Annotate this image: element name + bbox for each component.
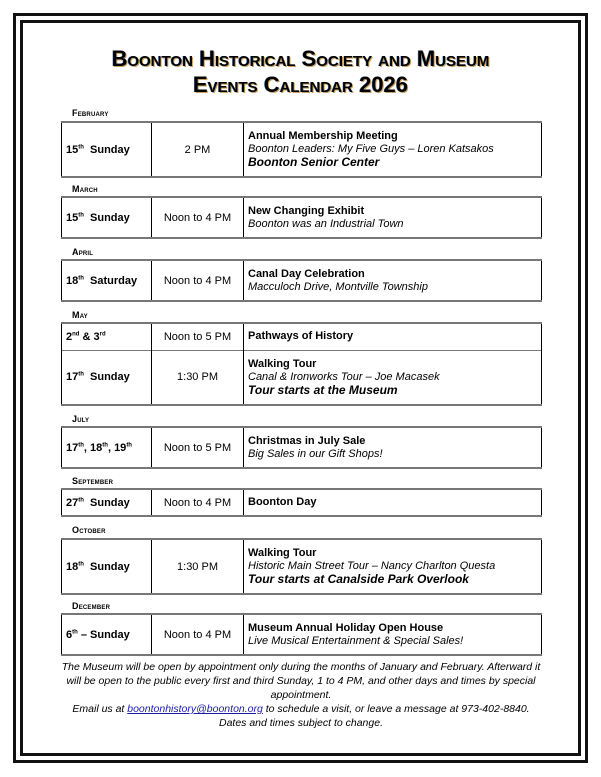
event-location: Boonton Senior Center (248, 155, 380, 169)
event-description (244, 122, 542, 177)
event-description (244, 427, 542, 468)
footer-contact-text: Email us at boontonhistory@boonton.org to schedule a visit, or leave a message at 973-402-8840. Dates and times subject to change. (72, 703, 530, 729)
title-line-1: Boonton Historical Society and Museum (111, 46, 490, 71)
email-link[interactable]: boontonhistory@boonton.org (127, 703, 263, 715)
footer-hours-text: The Museum will be open by appointment only during the months of January and February. Afterward it will be open to the public every first and third Sunday, 1 to 4 PM, and other days and times by special appointment. (61, 661, 541, 701)
event-time: 2 PM (152, 122, 244, 177)
event-time: 1:30 PM (152, 539, 244, 594)
event-date: 15th Sunday (62, 197, 152, 238)
event-title: Annual Membership Meeting (248, 130, 398, 142)
event-description (244, 489, 542, 516)
event-subtitle: Big Sales in our Gift Shops! (248, 447, 383, 460)
event-date: 17th Sunday (62, 350, 152, 405)
event-description (244, 539, 542, 594)
event-subtitle: Macculoch Drive, Montville Township (248, 280, 428, 293)
event-date: 6th – Sunday (62, 614, 152, 655)
month-heading-july: July (72, 414, 90, 424)
event-title: Museum Annual Holiday Open House (248, 621, 444, 634)
month-heading-february: February (72, 108, 109, 118)
event-subtitle: Boonton Leaders: My Five Guys – Loren Katsakos (248, 143, 494, 155)
event-date: 17th, 18th, 19th (62, 427, 152, 468)
table-row (62, 260, 542, 301)
event-date: 18th Saturday (62, 260, 152, 301)
event-description (244, 350, 542, 405)
events-table-may (61, 322, 542, 406)
month-heading-october: October (72, 525, 106, 535)
event-description (244, 614, 542, 655)
event-time: 1:30 PM (152, 350, 244, 405)
footer-note (60, 660, 542, 730)
events-table-march (61, 196, 542, 239)
event-title: Canal Day Celebration (248, 267, 365, 280)
event-time: Noon to 5 PM (152, 427, 244, 468)
event-location: Tour starts at the Museum (248, 382, 398, 397)
title-line-2: Events Calendar 2026 (192, 72, 409, 97)
event-title: Christmas in July Sale (248, 434, 366, 447)
table-row (62, 489, 542, 516)
event-subtitle: Canal & Ironworks Tour – Joe Macasek (248, 370, 440, 383)
event-time: Noon to 4 PM (152, 614, 244, 655)
table-row (62, 323, 542, 350)
events-table-october (61, 538, 542, 595)
table-row (62, 539, 542, 594)
table-row (62, 614, 542, 655)
event-date: 27th Sunday (62, 489, 152, 516)
event-title: Pathways of History (248, 330, 354, 343)
event-date: 18th Sunday (62, 539, 152, 594)
event-location: Tour starts at Canalside Park Overlook (248, 572, 469, 586)
events-table-december (61, 613, 542, 656)
event-title: Boonton Day (248, 496, 317, 508)
table-row (62, 427, 542, 468)
table-row (62, 350, 542, 405)
event-title: Walking Tour (248, 547, 317, 559)
event-title: New Changing Exhibit (248, 204, 365, 217)
event-description (244, 260, 542, 301)
event-subtitle: Live Musical Entertainment & Special Sales! (248, 634, 464, 647)
event-time: Noon to 4 PM (152, 260, 244, 301)
table-row (62, 122, 542, 177)
month-heading-may: May (72, 310, 88, 320)
month-heading-december: December (72, 601, 111, 611)
events-table-april (61, 259, 542, 302)
events-table-february (61, 121, 542, 178)
month-heading-september: September (72, 476, 114, 486)
event-description (244, 323, 542, 350)
event-date: 2nd & 3rd (62, 323, 152, 350)
month-heading-april: April (72, 247, 94, 257)
event-subtitle: Boonton was an Industrial Town (248, 217, 404, 230)
month-heading-march: March (72, 184, 98, 194)
events-table-september (61, 488, 542, 517)
table-row (62, 197, 542, 238)
events-table-july (61, 426, 542, 469)
event-time: Noon to 4 PM (152, 197, 244, 238)
event-description (244, 197, 542, 238)
event-time: Noon to 4 PM (152, 489, 244, 516)
event-subtitle: Historic Main Street Tour – Nancy Charlton Questa (248, 560, 496, 572)
page-title (0, 46, 601, 98)
event-time: Noon to 5 PM (152, 323, 244, 350)
event-date: 15th Sunday (62, 122, 152, 177)
event-title: Walking Tour (248, 357, 317, 370)
